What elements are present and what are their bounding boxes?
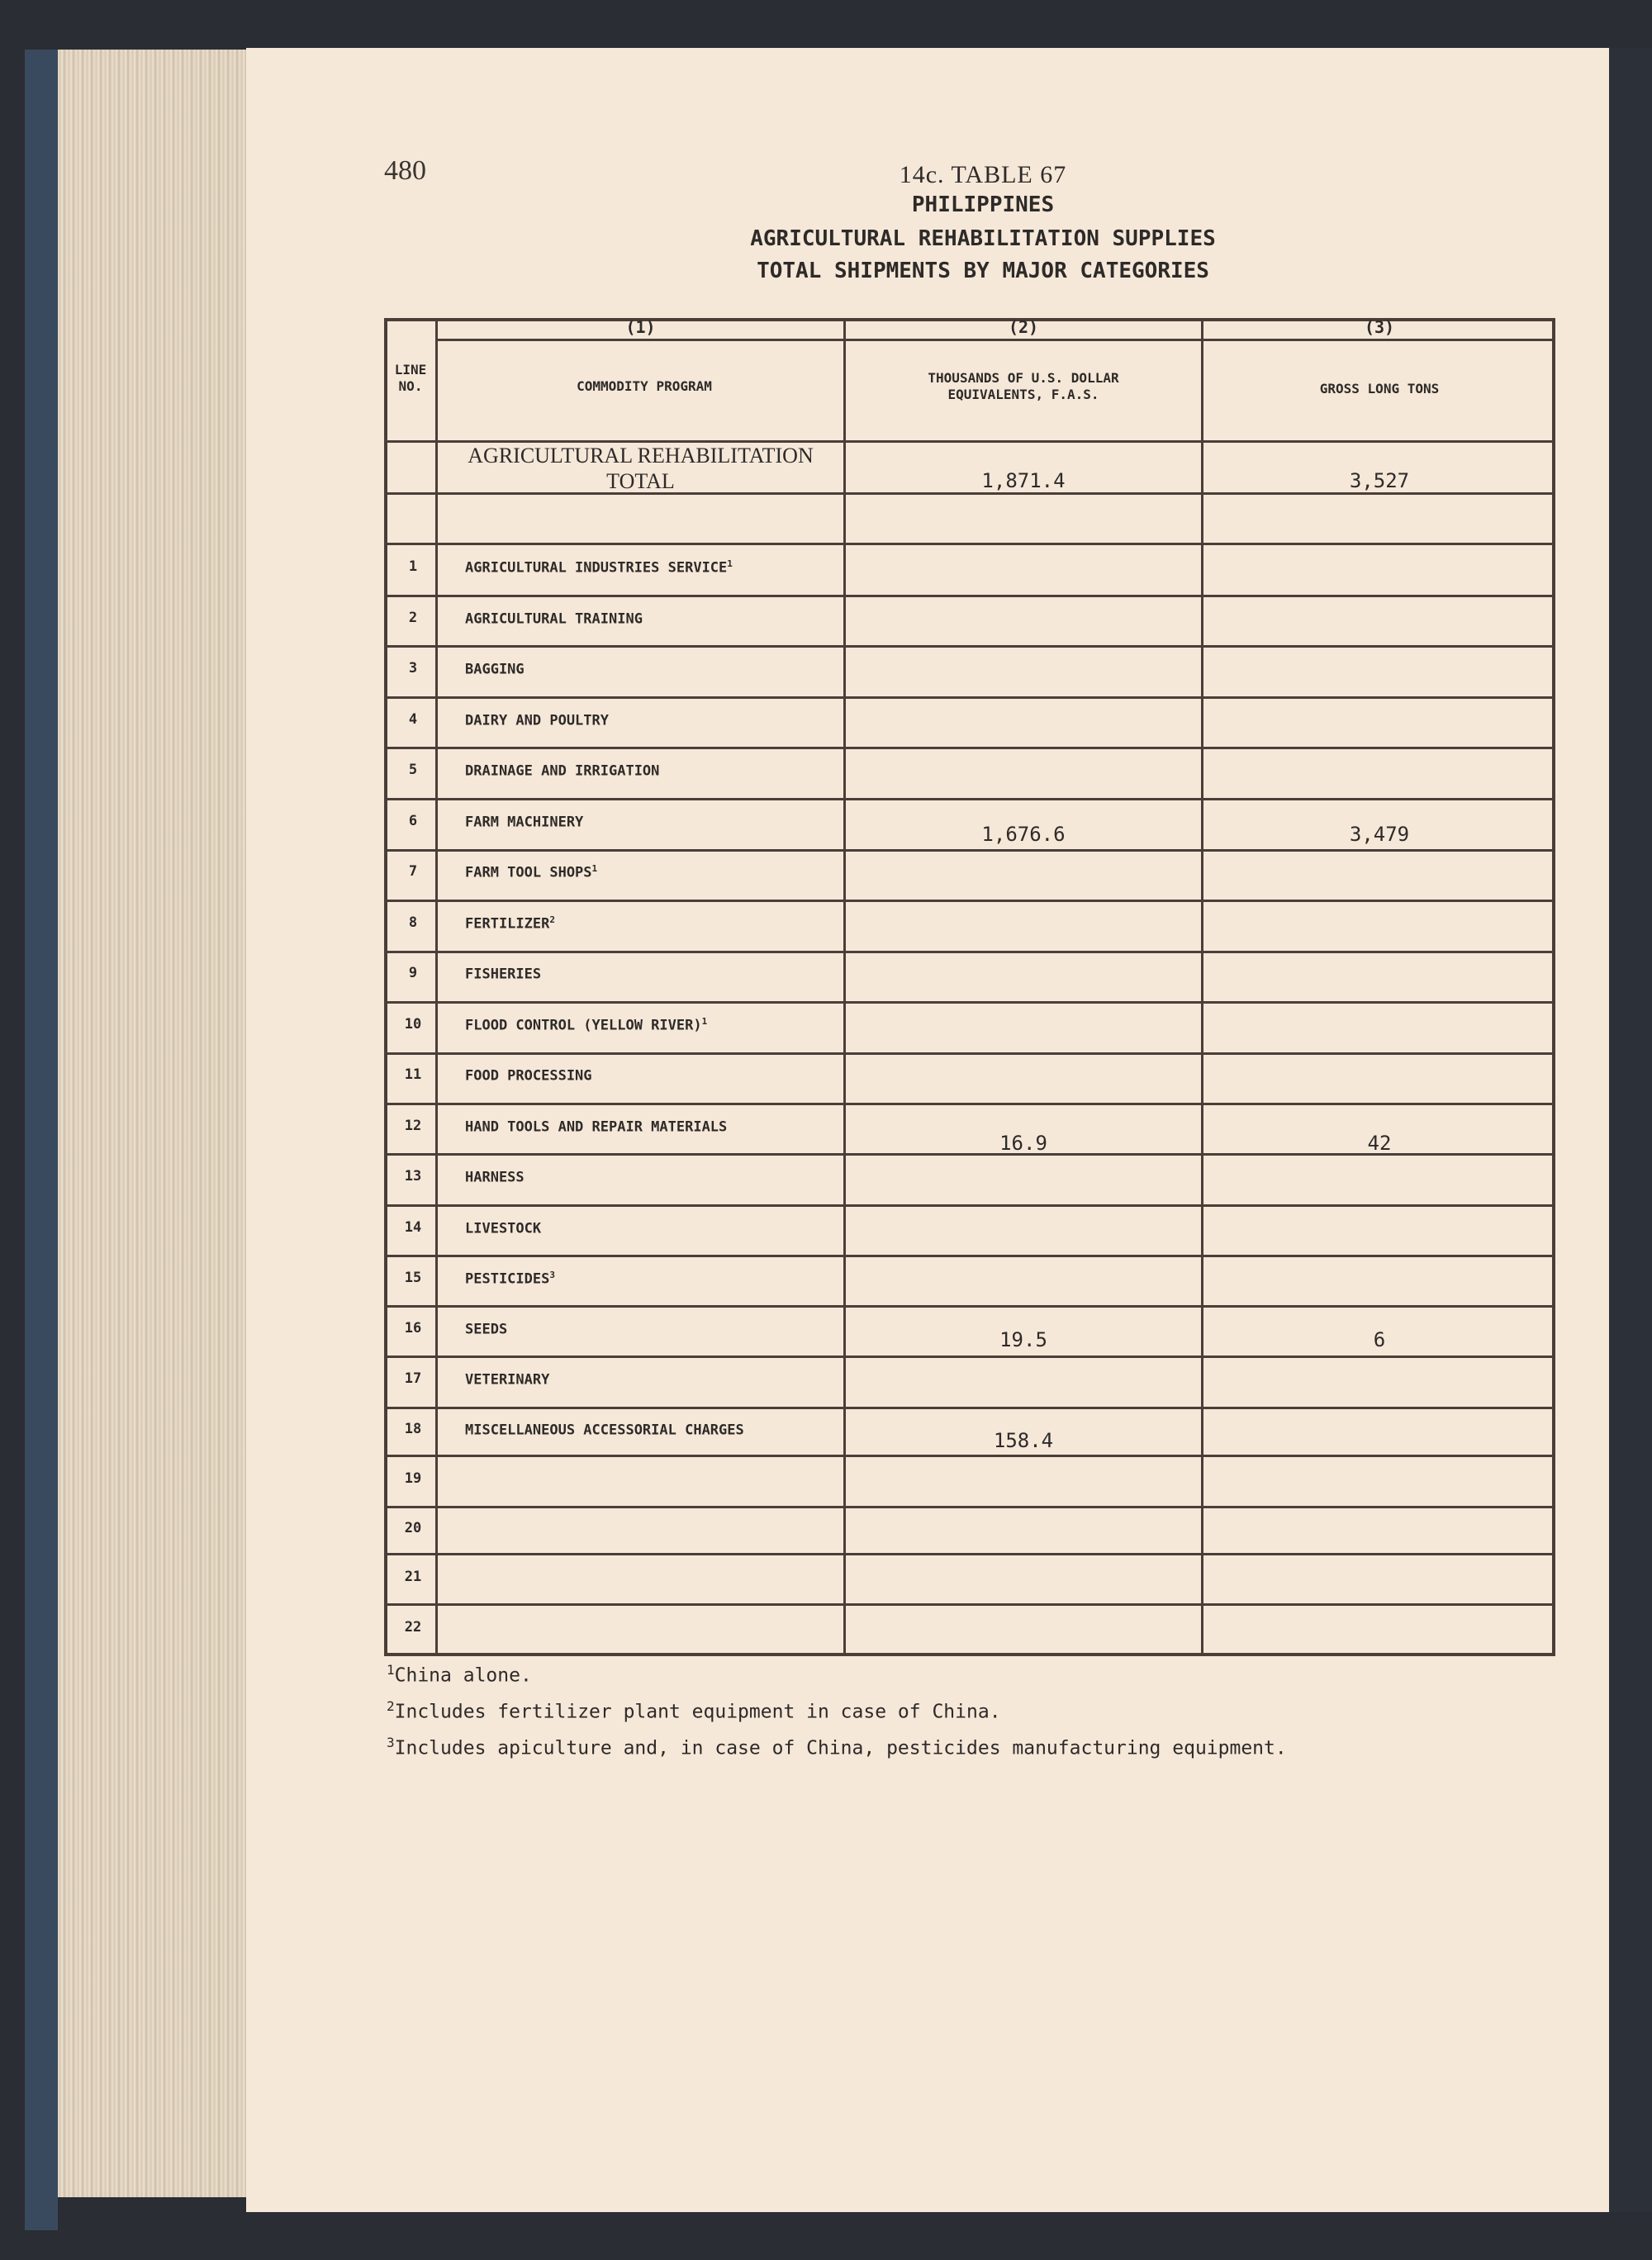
table-divider	[384, 747, 1555, 749]
program-label: FERTILIZER$^2$	[465, 914, 555, 933]
footnote-2: $^2$Includes fertilizer plant equipment in case of China.	[387, 1698, 1001, 1723]
program-label: AGRICULTURAL INDUSTRIES SERVICE$^1$	[465, 558, 733, 577]
table-divider	[384, 1001, 1555, 1004]
seeds-dollars: 19.5	[999, 1328, 1047, 1351]
program-label: HARNESS	[465, 1169, 525, 1186]
book-spine	[25, 50, 58, 2230]
program-label: FISHERIES	[465, 966, 542, 983]
table-divider	[384, 1506, 1555, 1508]
total-tons: 3,527	[1349, 469, 1410, 492]
table-divider	[384, 645, 1555, 648]
hand-tools-tons: 42	[1367, 1132, 1392, 1155]
col2-header-line1: THOUSANDS OF U.S. DOLLAR	[928, 370, 1119, 386]
page-number: 480	[384, 155, 426, 186]
row-number: 3	[408, 660, 418, 677]
table-divider	[384, 543, 1555, 545]
col3-number: (3)	[1364, 317, 1395, 337]
program-label: AGRICULTURAL TRAINING	[465, 610, 643, 628]
table-divider	[384, 1052, 1555, 1055]
program-label: SEEDS	[465, 1321, 508, 1338]
program-label: FLOOD CONTROL (YELLOW RIVER)$^1$	[465, 1016, 708, 1034]
row-number: 10	[404, 1016, 422, 1033]
table-divider	[384, 849, 1555, 852]
footnote-3: $^3$Includes apiculture and, in case of China, pesticides manufacturing equipment.	[387, 1735, 1287, 1759]
row-number: 13	[404, 1168, 422, 1185]
program-label: VETERINARY	[465, 1371, 550, 1389]
row-number: 22	[404, 1619, 422, 1636]
background-edge	[1609, 48, 1652, 2212]
row-number: 9	[408, 965, 418, 981]
program-label: FARM MACHINERY	[465, 814, 584, 831]
program-label: DRAINAGE AND IRRIGATION	[465, 762, 660, 780]
line-no-header: LINE NO.	[394, 362, 427, 394]
row-number: 14	[404, 1219, 422, 1236]
farm-machinery-dollars: 1,676.6	[981, 823, 1066, 846]
title-line-1: AGRICULTURAL REHABILITATION SUPPLIES	[750, 226, 1216, 251]
misc-dollars: 158.4	[993, 1429, 1054, 1452]
row-number: 21	[404, 1569, 422, 1585]
col1-header: COMMODITY PROGRAM	[577, 378, 712, 394]
row-number: 15	[404, 1270, 422, 1286]
table-divider	[384, 1455, 1555, 1457]
col2-number: (2)	[1008, 317, 1039, 337]
country-heading: PHILIPPINES	[911, 192, 1055, 217]
program-label: DAIRY AND POULTRY	[465, 712, 609, 729]
table-divider	[384, 595, 1555, 597]
table-divider	[384, 900, 1555, 902]
program-label: PESTICIDES$^3$	[465, 1270, 555, 1288]
table-divider	[384, 798, 1555, 800]
table-divider	[384, 1103, 1555, 1105]
program-label: HAND TOOLS AND REPAIR MATERIALS	[465, 1118, 728, 1136]
row-number: 20	[404, 1520, 422, 1536]
row-number: 12	[404, 1118, 422, 1134]
title-line-2: TOTAL SHIPMENTS BY MAJOR CATEGORIES	[757, 259, 1209, 283]
row-number: 16	[404, 1320, 422, 1337]
hand-tools-dollars: 16.9	[999, 1132, 1047, 1155]
row-number: 18	[404, 1421, 422, 1437]
table-divider	[384, 1204, 1555, 1207]
row-number: 8	[408, 914, 418, 931]
total-label-line1: AGRICULTURAL REHABILITATION	[468, 444, 814, 468]
table-divider	[384, 1603, 1555, 1606]
row-number: 11	[404, 1066, 422, 1083]
row-number: 19	[404, 1470, 422, 1487]
row-number: 7	[408, 863, 418, 880]
row-number: 4	[408, 711, 418, 728]
table-divider	[384, 1356, 1555, 1358]
program-label: LIVESTOCK	[465, 1220, 542, 1237]
table-divider	[384, 1305, 1555, 1308]
table-divider	[435, 339, 1555, 341]
total-label	[438, 443, 843, 494]
page-edges	[58, 50, 248, 2197]
col1-number: (1)	[625, 317, 656, 337]
program-label: FOOD PROCESSING	[465, 1067, 592, 1085]
seeds-tons: 6	[1373, 1328, 1386, 1351]
total-dollars: 1,871.4	[981, 469, 1066, 492]
row-number: 5	[408, 762, 418, 778]
col3-header: GROSS LONG TONS	[1319, 381, 1440, 396]
row-number: 6	[408, 813, 418, 829]
table-id: 14c. TABLE 67	[899, 161, 1067, 188]
total-label-line2: TOTAL	[606, 469, 675, 493]
program-label: FARM TOOL SHOPS$^1$	[465, 863, 598, 881]
program-label: BAGGING	[465, 661, 525, 678]
footnote-1: $^1$China alone.	[387, 1662, 532, 1687]
program-label: MISCELLANEOUS ACCESSORIAL CHARGES	[465, 1422, 744, 1439]
col2-header-line2: EQUIVALENTS, F.A.S.	[947, 387, 1099, 402]
farm-machinery-tons: 3,479	[1349, 823, 1410, 846]
col2-header	[846, 370, 1201, 403]
row-number: 2	[408, 610, 418, 626]
row-number: 1	[408, 558, 418, 575]
table-divider	[384, 1407, 1555, 1409]
table-divider	[384, 951, 1555, 953]
table-divider	[384, 1255, 1555, 1257]
table-divider	[384, 1553, 1555, 1555]
row-number: 17	[404, 1370, 422, 1387]
table-divider	[384, 696, 1555, 699]
